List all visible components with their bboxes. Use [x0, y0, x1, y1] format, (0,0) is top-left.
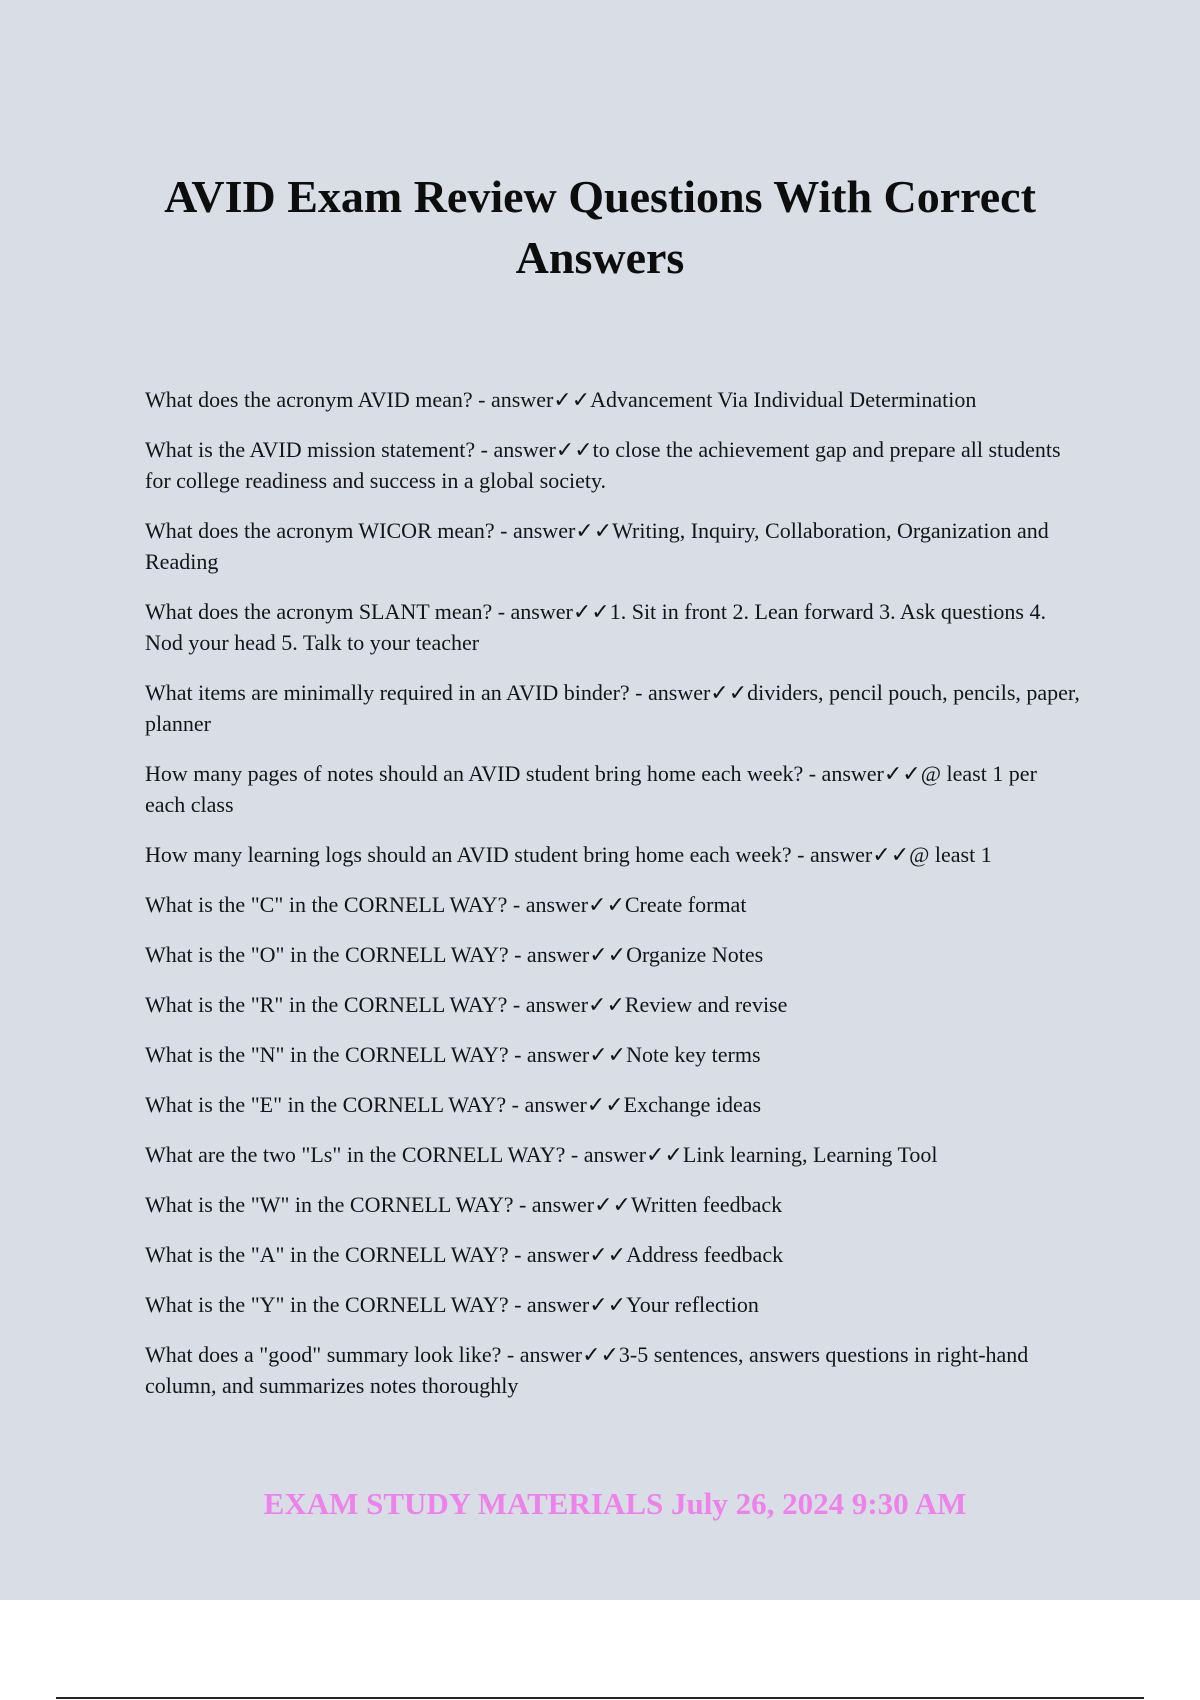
qa-item-1: What does the acronym AVID mean? - answer✓✓Advancement Via Individual Determination: [145, 387, 977, 412]
qa-item-8: What is the "C" in the CORNELL WAY? - answer✓✓Create format: [145, 892, 747, 917]
qa-list: [145, 384, 1080, 1420]
page-divider: [56, 1697, 1144, 1699]
qa-item-15: What is the "A" in the CORNELL WAY? - answer✓✓Address feedback: [145, 1242, 784, 1267]
qa-item-6: How many pages of notes should an AVID student bring home each week? - answer✓✓@ least 1 per each class: [145, 761, 1037, 817]
qa-item-17: What does a "good" summary look like? - answer✓✓3-5 sentences, answers questions in right-hand column, and summarizes notes thoroughly: [145, 1342, 1029, 1398]
qa-item-11: What is the "N" in the CORNELL WAY? - answer✓✓Note key terms: [145, 1042, 761, 1067]
qa-item-12: What is the "E" in the CORNELL WAY? - answer✓✓Exchange ideas: [145, 1092, 762, 1117]
exam-study-materials-stamp: EXAM STUDY MATERIALS July 26, 2024 9:30 AM: [263, 1486, 967, 1521]
qa-item-10: What is the "R" in the CORNELL WAY? - answer✓✓Review and revise: [145, 992, 788, 1017]
qa-item-4: What does the acronym SLANT mean? - answer✓✓1. Sit in front 2. Lean forward 3. Ask questions 4. Nod your head 5. Talk to your teacher: [145, 599, 1046, 655]
qa-item-3: What does the acronym WICOR mean? - answer✓✓Writing, Inquiry, Collaboration, Organization and Reading: [145, 518, 1049, 574]
page-title: AVID Exam Review Questions With Correct Answers: [164, 171, 1036, 283]
qa-item-2: What is the AVID mission statement? - answer✓✓to close the achievement gap and prepare all students for college readiness and success in a global society.: [145, 437, 1061, 493]
qa-item-16: What is the "Y" in the CORNELL WAY? - answer✓✓Your reflection: [145, 1292, 759, 1317]
qa-item-13: What are the two "Ls" in the CORNELL WAY? - answer✓✓Link learning, Learning Tool: [145, 1142, 938, 1167]
qa-item-7: How many learning logs should an AVID student bring home each week? - answer✓✓@ least 1: [145, 842, 992, 867]
qa-item-9: What is the "O" in the CORNELL WAY? - answer✓✓Organize Notes: [145, 942, 764, 967]
qa-item-14: What is the "W" in the CORNELL WAY? - answer✓✓Written feedback: [145, 1192, 783, 1217]
qa-item-5: What items are minimally required in an AVID binder? - answer✓✓dividers, pencil pouch, pencils, paper, planner: [145, 680, 1080, 736]
